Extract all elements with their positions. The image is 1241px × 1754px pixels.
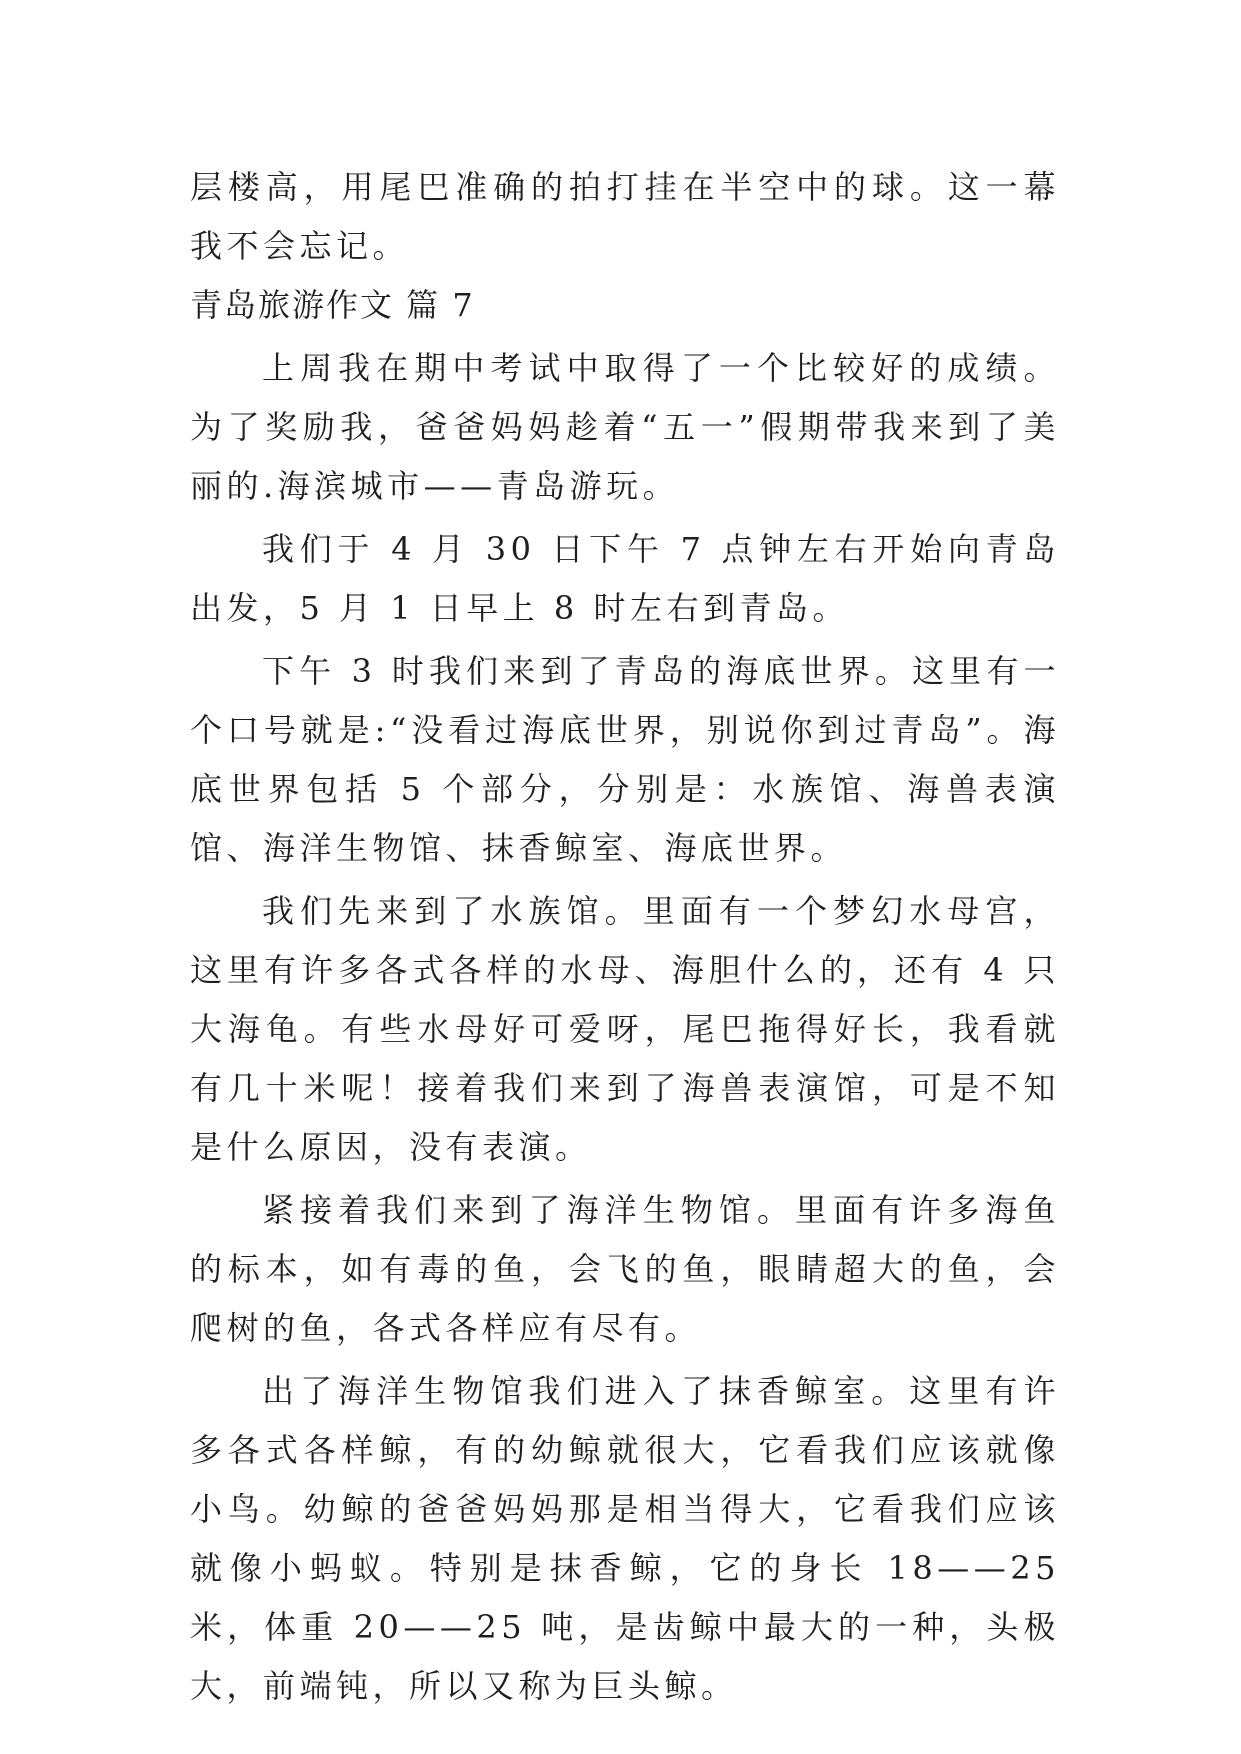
body-paragraph: 我们先来到了水族馆。里面有一个梦幻水母宫，这里有许多各式各样的水母、海胆什么的，还有 4 只大海龟。有些水母好可爱呀，尾巴拖得好长，我看就有几十米呢！接着我们来到了海兽表演馆，可是不知是什么原因，没有表演。 [190, 892, 1060, 1166]
body-paragraph: 紧接着我们来到了海洋生物馆。里面有许多海鱼的标本，如有毒的鱼，会飞的鱼，眼睛超大的鱼，会爬树的鱼，各式各样应有尽有。 [190, 1191, 1060, 1347]
section-heading: 青岛旅游作文 篇 7 [190, 286, 475, 324]
body-paragraph: 我们于 4 月 30 日下午 7 点钟左右开始向青岛出发，5 月 1 日早上 8 时左右到青岛。 [190, 530, 1060, 627]
document-body [190, 158, 1060, 1716]
body-paragraph: 上周我在期中考试中取得了一个比较好的成绩。为了奖励我，爸爸妈妈趁着“五一”假期带我来到了美丽的.海滨城市——青岛游玩。 [190, 349, 1060, 505]
body-paragraph: 下午 3 时我们来到了青岛的海底世界。这里有一个口号就是:“没看过海底世界，别说你到过青岛”。海底世界包括 5 个部分，分别是：水族馆、海兽表演馆、海洋生物馆、抹香鲸室、海底世界。 [190, 652, 1060, 867]
continuation-paragraph: 层楼高，用尾巴准确的拍打挂在半空中的球。这一幕我不会忘记。 [190, 168, 1060, 265]
body-paragraph: 出了海洋生物馆我们进入了抹香鲸室。这里有许多各式各样鲸，有的幼鲸就很大，它看我们应该就像小鸟。幼鲸的爸爸妈妈那是相当得大，它看我们应该就像小蚂蚁。特别是抹香鲸，它的身长 18——25 米，体重 20——25 吨，是齿鲸中最大的一种，头极大，前端钝，所以又称为巨头鲸。 [190, 1372, 1060, 1705]
